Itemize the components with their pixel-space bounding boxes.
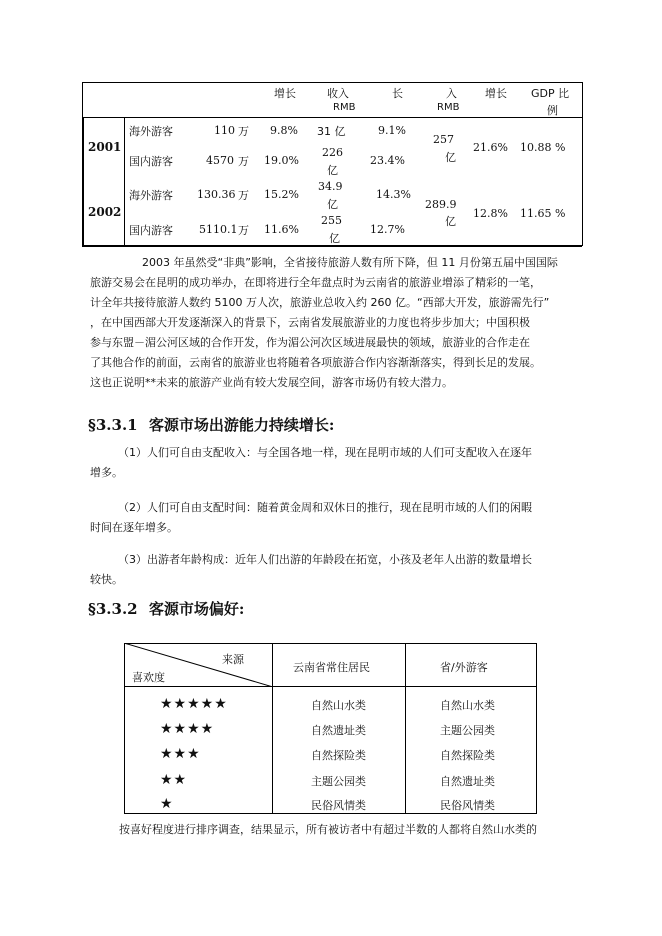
- visitor-type: 国内游客: [129, 155, 173, 168]
- header-growth-3: 增长: [485, 87, 507, 100]
- income: 31 亿: [317, 125, 346, 138]
- star-rating: ★: [160, 796, 174, 812]
- list-item-line: （2）人们可自由支配时间：随着黄金周和双休日的推行，现在昆明市域的人们的闲暇: [118, 501, 532, 514]
- outside-preference: 主题公园类: [440, 724, 495, 737]
- gdp-ratio: 11.65 %: [520, 207, 566, 220]
- section-heading: [88, 414, 334, 435]
- count-unit: 万: [238, 189, 249, 202]
- count-growth: 9.8%: [270, 124, 298, 137]
- income-unit: 亿: [327, 164, 338, 177]
- paragraph-line: 参与东盟－湄公河区域的合作开发，作为湄公河次区域进展最快的领域，旅游业的合作走在: [90, 336, 530, 349]
- visitor-count: 5110.1: [199, 223, 238, 236]
- section-number: §3.3.1: [88, 416, 138, 434]
- local-preference: 自然山水类: [311, 699, 366, 712]
- star-rating: ★★★: [160, 746, 201, 762]
- gdp-ratio: 10.88 %: [520, 141, 566, 154]
- count-growth: 15.2%: [264, 188, 299, 201]
- section-title: 客源市场出游能力持续增长:: [148, 416, 335, 434]
- visitor-count: 4570: [206, 154, 234, 167]
- count-unit: 万: [238, 155, 249, 168]
- year-2001: 2001: [88, 140, 122, 154]
- outside-preference: 自然探险类: [440, 749, 495, 762]
- visitor-type: 国内游客: [129, 224, 173, 237]
- income-growth: 12.7%: [370, 223, 405, 236]
- income-growth: 9.1%: [378, 124, 406, 137]
- local-preference: 主题公园类: [311, 775, 366, 788]
- list-item: [90, 550, 585, 590]
- section-number: §3.3.2: [88, 600, 138, 618]
- header-gdp-ratio-2: 例: [547, 104, 558, 117]
- header-total-income: 入: [446, 87, 457, 100]
- header-growth-1: 增长: [274, 87, 296, 100]
- list-item-line: （1）人们可自由支配收入：与全国各地一样，现在昆明市域的人们可支配收入在逐年: [118, 446, 532, 459]
- corner-source-label: 来源: [222, 653, 244, 666]
- section-title: 客源市场偏好:: [148, 600, 245, 618]
- paragraph-line: 这也正说明**未来的旅游产业尚有较大发展空间，游客市场仍有较大潜力。: [90, 376, 453, 389]
- list-item: [90, 498, 585, 538]
- count-growth: 11.6%: [264, 223, 299, 236]
- visitor-type: 海外游客: [129, 189, 173, 202]
- outside-preference: 自然遗址类: [440, 775, 495, 788]
- section-heading: [88, 598, 244, 619]
- income-growth: 23.4%: [370, 154, 405, 167]
- corner-preference-label: 喜欢度: [132, 671, 165, 684]
- visitor-type: 海外游客: [129, 125, 173, 138]
- outside-preference: 民俗风情类: [440, 799, 495, 812]
- star-rating: ★★: [160, 772, 188, 788]
- local-preference: 自然探险类: [311, 749, 366, 762]
- income-value: 226: [322, 146, 343, 159]
- paragraph-line: 旅游交易会在昆明的成功举办，在即将进行全年盘点时为云南省的旅游业增添了精彩的一笔，: [90, 276, 541, 289]
- income-unit: 亿: [327, 198, 338, 211]
- star-rating: ★★★★★: [160, 696, 228, 712]
- total-growth: 12.8%: [473, 207, 508, 220]
- list-item-line: （3）出游者年龄构成：近年人们出游的年龄段在拓宽，小孩及老年人出游的数量增长: [118, 553, 532, 566]
- paragraph-line: 了其他合作的前面，云南省的旅游业也将随着各项旅游合作内容渐渐落实，得到长足的发展。: [90, 356, 541, 369]
- list-item: [90, 443, 585, 483]
- header-total-income-unit: RMB: [437, 102, 460, 113]
- total-growth: 21.6%: [473, 141, 508, 154]
- footer-paragraph: 按喜好程度进行排序调查，结果显示，所有被访者中有超过半数的人都将自然山水类的: [119, 823, 537, 836]
- income-value: 34.9: [318, 180, 343, 193]
- header-income: 收入: [327, 87, 349, 100]
- count-unit: 万: [238, 224, 249, 237]
- column-header-local: 云南省常住居民: [293, 661, 370, 674]
- local-preference: 民俗风情类: [311, 799, 366, 812]
- visitor-count: 110: [214, 124, 235, 137]
- total-income-unit: 亿: [445, 215, 456, 228]
- list-item-line: 较快。: [90, 573, 123, 586]
- outside-preference: 自然山水类: [440, 699, 495, 712]
- local-preference: 自然遗址类: [311, 724, 366, 737]
- visitor-count: 130.36: [197, 188, 236, 201]
- income-growth: 14.3%: [376, 188, 411, 201]
- header-income-unit: RMB: [333, 102, 356, 113]
- list-item-line: 时间在逐年增多。: [90, 521, 178, 534]
- count-growth: 19.0%: [264, 154, 299, 167]
- year-2002: 2002: [88, 205, 122, 219]
- body-paragraph: [90, 253, 585, 393]
- income-unit: 亿: [329, 232, 340, 245]
- column-header-outside: 省/外游客: [440, 661, 488, 674]
- paragraph-line: 计全年共接待旅游人数约 5100 万人次，旅游业总收入约 260 亿。“西部大开发，旅游需先行”: [90, 296, 550, 309]
- total-income-value: 257: [433, 133, 454, 146]
- star-rating: ★★★★: [160, 721, 215, 737]
- income-value: 255: [321, 214, 342, 227]
- paragraph-line: ，在中国西部大开发逐渐深入的背景下，云南省发展旅游业的力度也将步步加大；中国积极: [90, 316, 530, 329]
- count-unit: 万: [238, 125, 249, 138]
- header-growth-2: 长: [392, 87, 403, 100]
- header-gdp-ratio: GDP 比: [531, 87, 570, 100]
- list-item-line: 增多。: [90, 466, 123, 479]
- total-income-value: 289.9: [425, 198, 457, 211]
- total-income-unit: 亿: [445, 151, 456, 164]
- paragraph-line: 2003 年虽然受“非典”影响，全省接待旅游人数有所下降，但 11 月份第五届中国国际: [142, 256, 558, 269]
